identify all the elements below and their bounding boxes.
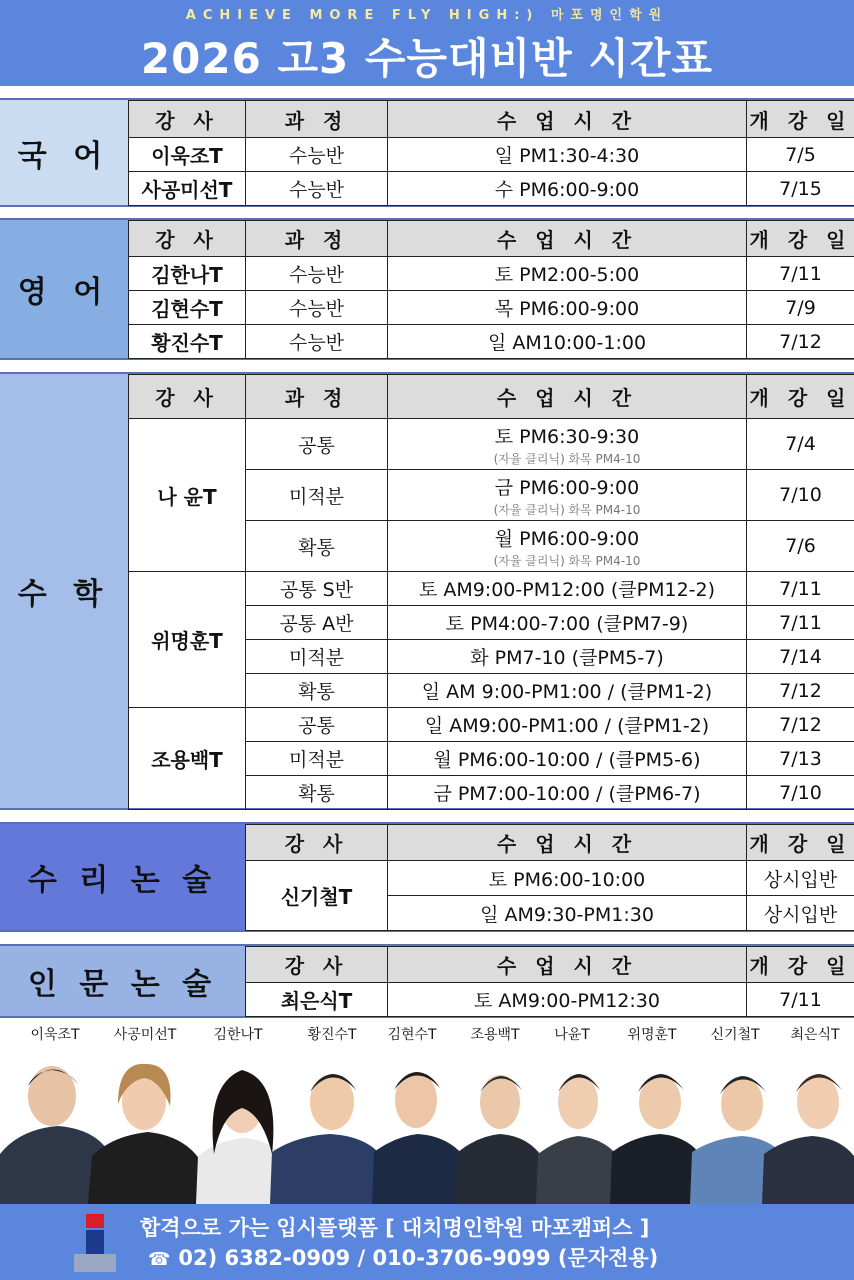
section-math-essay — [0, 822, 854, 932]
col-time: 수 업 시 간 — [388, 101, 747, 138]
phone-numbers: 02) 6382-0909 / 010-3706-9099 (문자전용) — [178, 1246, 659, 1270]
start-date: 7/10 — [747, 776, 854, 810]
person-silhouette-10 — [762, 1074, 854, 1204]
teacher-name: 최은식T — [246, 983, 388, 1017]
class-time: 화 PM7-10 (클PM5-7) — [388, 640, 747, 674]
course-name: 공통 S반 — [246, 572, 388, 606]
start-date: 7/15 — [747, 172, 854, 206]
start-date: 7/11 — [747, 983, 854, 1017]
start-date: 7/9 — [747, 291, 854, 325]
teacher-name: 김한나T — [129, 257, 246, 291]
class-time: 토 PM6:00-10:00 — [388, 861, 747, 896]
section-korean — [0, 98, 854, 207]
person-silhouette-4 — [270, 1074, 382, 1204]
teacher-name: 황진수T — [129, 325, 246, 359]
course-name: 수능반 — [246, 325, 388, 359]
start-date: 7/11 — [747, 606, 854, 640]
teacher-photos — [0, 1018, 854, 1204]
class-time: 토 AM9:00-PM12:30 — [388, 983, 747, 1017]
table-row — [129, 325, 854, 359]
start-date: 7/14 — [747, 640, 854, 674]
photo-name: 김한나T — [213, 1027, 263, 1043]
start-date: 7/13 — [747, 742, 854, 776]
footer-slogan: 합격으로 가는 입시플랫폼 [ 대치명인학원 마포캠퍼스 ] — [140, 1216, 650, 1240]
person-silhouette-8 — [610, 1074, 702, 1204]
col-start: 개 강 일 — [747, 825, 854, 861]
teacher-name: 조용백T — [129, 708, 246, 810]
class-time: 일 AM10:00-1:00 — [388, 325, 747, 359]
class-time: 일 PM1:30-4:30 — [388, 138, 747, 172]
col-start: 개 강 일 — [747, 375, 854, 419]
class-time-cell — [388, 521, 747, 572]
photo-name: 조용백T — [470, 1027, 520, 1043]
start-date: 7/11 — [747, 257, 854, 291]
photo-name: 이욱조T — [30, 1027, 80, 1043]
teacher-name: 이욱조T — [129, 138, 246, 172]
class-time: 토 AM9:00-PM12:00 (클PM12-2) — [388, 572, 747, 606]
clinic-note: (자율 클리닉) 화목 PM4-10 — [493, 451, 641, 466]
korean-table — [128, 100, 854, 206]
course-name: 수능반 — [246, 291, 388, 325]
class-time: 일 AM9:00-PM1:00 / (클PM1-2) — [388, 708, 747, 742]
start-date: 7/12 — [747, 674, 854, 708]
class-time: 목 PM6:00-9:00 — [388, 291, 747, 325]
class-time: 일 AM9:30-PM1:30 — [388, 896, 747, 931]
teacher-name: 나 윤T — [129, 419, 246, 572]
course-name: 수능반 — [246, 138, 388, 172]
table-row — [246, 983, 854, 1017]
col-course: 과 정 — [246, 375, 388, 419]
class-time: 월 PM6:00-9:00 — [494, 527, 640, 550]
start-date: 상시입반 — [747, 896, 854, 931]
person-silhouette-7 — [536, 1074, 618, 1204]
english-table — [128, 220, 854, 359]
subject-math-essay: 수 리 논 술 — [0, 824, 245, 930]
table-row — [129, 257, 854, 291]
class-time-cell — [388, 470, 747, 521]
person-silhouette-5 — [372, 1072, 464, 1204]
photo-name: 황진수T — [307, 1027, 357, 1043]
phone-icon: ☎ — [148, 1249, 171, 1270]
col-time: 수 업 시 간 — [388, 221, 747, 257]
tagline: ACHIEVE MORE FLY HIGH:) 마포명인학원 — [185, 8, 669, 23]
col-teacher: 강 사 — [129, 101, 246, 138]
course-name: 수능반 — [246, 172, 388, 206]
photo-name: 나윤T — [554, 1027, 590, 1043]
start-date: 상시입반 — [747, 861, 854, 896]
clinic-note: (자율 클리닉) 화목 PM4-10 — [493, 502, 641, 517]
humanities-essay-table — [245, 946, 854, 1017]
footer-banner — [0, 1204, 854, 1280]
course-name: 공통 A반 — [246, 606, 388, 640]
course-name: 미적분 — [246, 470, 388, 521]
footer-contact — [148, 1242, 658, 1272]
col-time: 수 업 시 간 — [388, 825, 747, 861]
start-date: 7/6 — [747, 521, 854, 572]
course-name: 확통 — [246, 776, 388, 810]
course-name: 공통 — [246, 708, 388, 742]
page-title: 2026 고3 수능대비반 시간표 — [140, 34, 714, 83]
subject-math: 수 학 — [0, 374, 128, 808]
col-start: 개 강 일 — [747, 101, 854, 138]
photo-name: 김현수T — [387, 1027, 437, 1043]
start-date: 7/11 — [747, 572, 854, 606]
course-name: 확통 — [246, 521, 388, 572]
math-table — [128, 374, 854, 810]
col-teacher: 강 사 — [129, 375, 246, 419]
start-date: 7/12 — [747, 708, 854, 742]
col-course: 과 정 — [246, 101, 388, 138]
class-time: 토 PM4:00-7:00 (클PM7-9) — [388, 606, 747, 640]
table-row — [246, 861, 854, 896]
col-teacher: 강 사 — [129, 221, 246, 257]
subject-humanities-essay: 인 문 논 술 — [0, 946, 245, 1016]
col-time: 수 업 시 간 — [388, 375, 747, 419]
class-time: 토 PM6:30-9:30 — [494, 425, 640, 448]
table-row — [129, 172, 854, 206]
course-name: 미적분 — [246, 742, 388, 776]
col-start: 개 강 일 — [747, 947, 854, 983]
class-time: 금 PM6:00-9:00 — [494, 476, 640, 499]
subject-english: 영 어 — [0, 220, 128, 358]
course-name: 확통 — [246, 674, 388, 708]
course-name: 미적분 — [246, 640, 388, 674]
class-time: 토 PM2:00-5:00 — [388, 257, 747, 291]
teacher-photo — [0, 1044, 854, 1204]
person-silhouette-2 — [88, 1064, 204, 1204]
table-row — [129, 291, 854, 325]
class-time: 금 PM7:00-10:00 / (클PM6-7) — [388, 776, 747, 810]
class-time: 일 AM 9:00-PM1:00 / (클PM1-2) — [388, 674, 747, 708]
math-essay-table — [245, 824, 854, 931]
teacher-name: 사공미선T — [129, 172, 246, 206]
col-time: 수 업 시 간 — [388, 947, 747, 983]
person-silhouette-6 — [456, 1075, 542, 1204]
section-english — [0, 218, 854, 360]
col-course: 과 정 — [246, 221, 388, 257]
start-date: 7/4 — [747, 419, 854, 470]
teacher-name: 신기철T — [246, 861, 388, 931]
subject-korean: 국 어 — [0, 100, 128, 205]
table-row — [129, 419, 854, 470]
col-teacher: 강 사 — [246, 825, 388, 861]
col-teacher: 강 사 — [246, 947, 388, 983]
teacher-name: 위명훈T — [129, 572, 246, 708]
photo-name: 사공미선T — [113, 1027, 177, 1043]
photo-name: 위명훈T — [627, 1027, 677, 1043]
class-time-cell — [388, 419, 747, 470]
teacher-name: 김현수T — [129, 291, 246, 325]
clinic-note: (자율 클리닉) 화목 PM4-10 — [493, 553, 641, 568]
header-banner — [0, 0, 854, 86]
photo-name: 신기철T — [710, 1027, 760, 1043]
table-row — [129, 708, 854, 742]
start-date: 7/10 — [747, 470, 854, 521]
start-date: 7/5 — [747, 138, 854, 172]
course-name: 수능반 — [246, 257, 388, 291]
section-humanities-essay — [0, 944, 854, 1018]
class-time: 월 PM6:00-10:00 / (클PM5-6) — [388, 742, 747, 776]
academy-logo — [74, 1214, 116, 1272]
section-math — [0, 372, 854, 810]
table-row — [129, 138, 854, 172]
col-start: 개 강 일 — [747, 221, 854, 257]
photo-name: 최은식T — [790, 1027, 840, 1043]
start-date: 7/12 — [747, 325, 854, 359]
table-row — [129, 572, 854, 606]
class-time: 수 PM6:00-9:00 — [388, 172, 747, 206]
course-name: 공통 — [246, 419, 388, 470]
